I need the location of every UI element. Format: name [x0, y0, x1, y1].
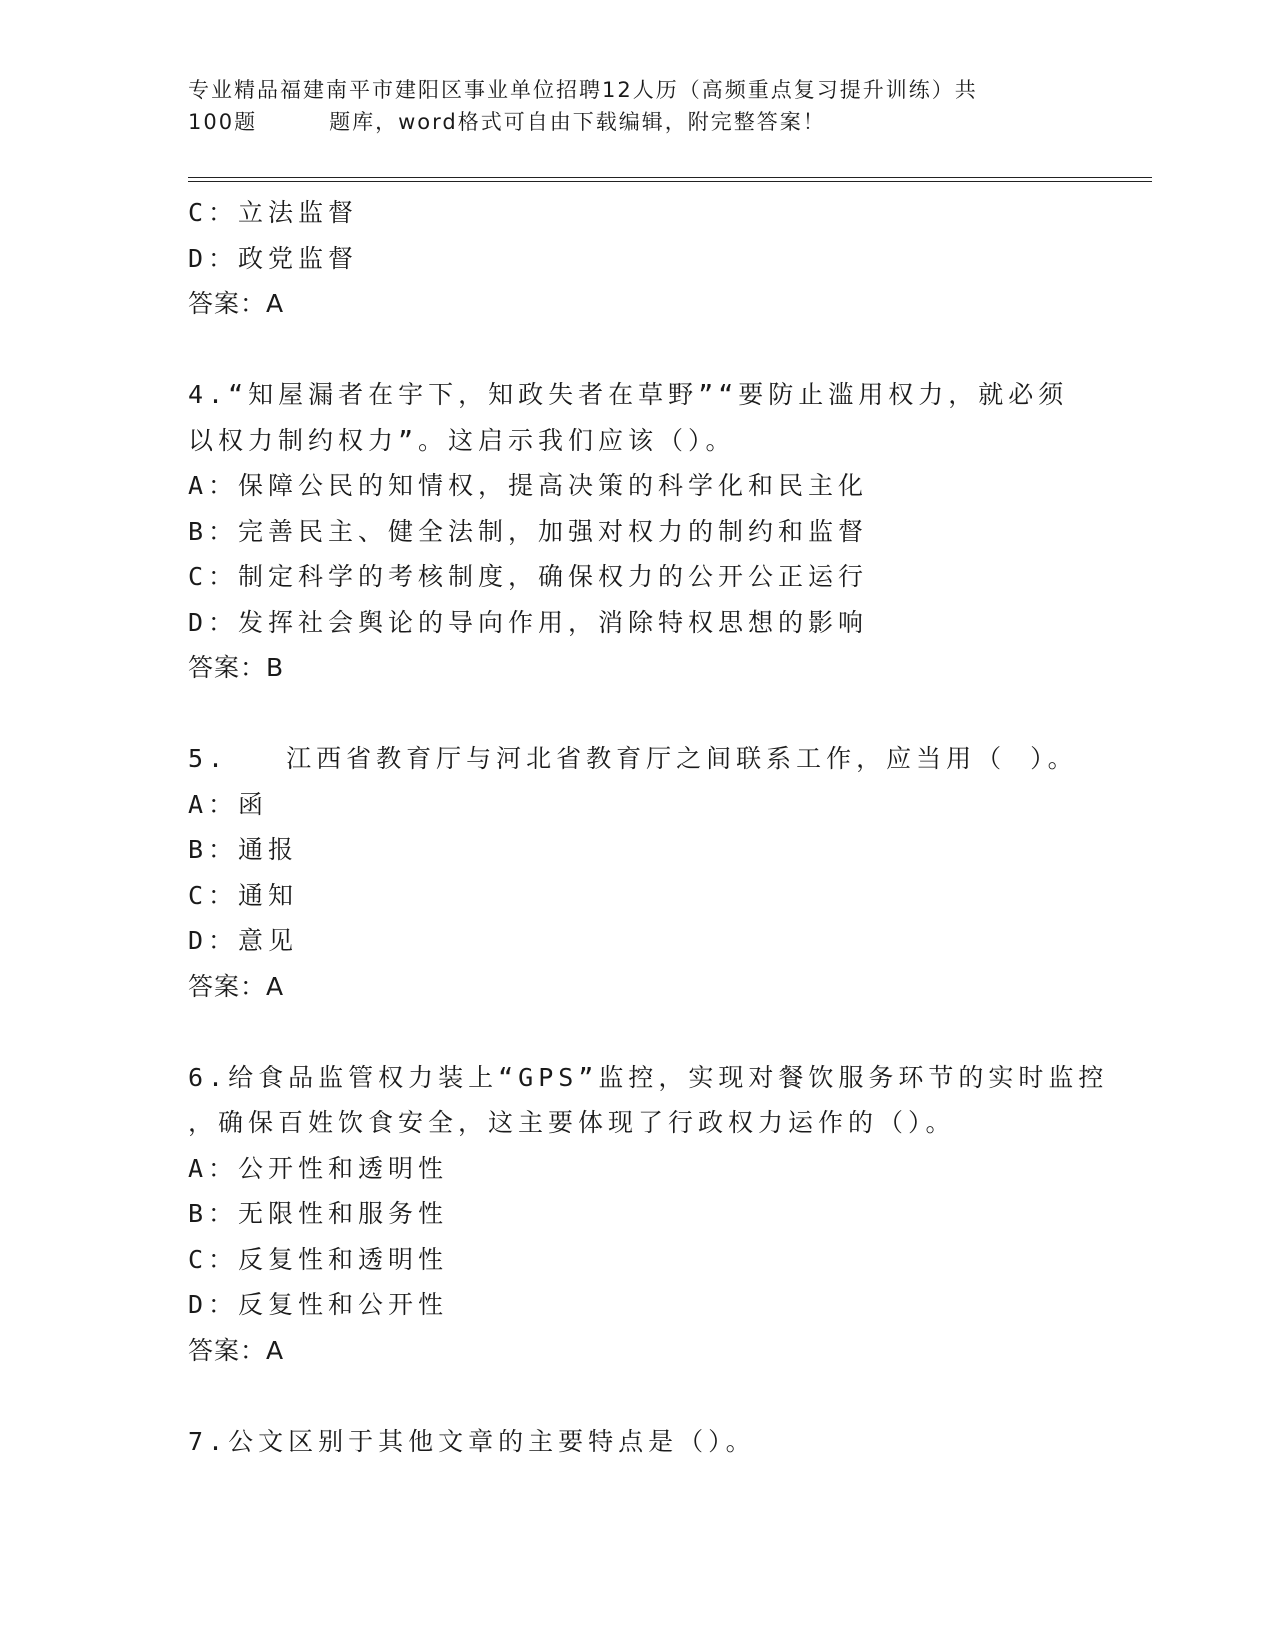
- option-d: D：发挥社会舆论的导向作用，消除特权思想的影响: [188, 607, 869, 637]
- header-title-line-2: [188, 106, 1088, 138]
- option-b: B：通报: [188, 835, 299, 864]
- option-b: B：无限性和服务性: [188, 1199, 449, 1228]
- option-a: A：公开性和透明性: [188, 1153, 449, 1183]
- question-text-line: ，确保百姓饮食安全，这主要体现了行政权力运作的（）。: [188, 1108, 956, 1137]
- answer: 答案：A: [188, 971, 285, 1001]
- question-end: ）。: [1030, 744, 1078, 773]
- option-c: C：反复性和透明性: [188, 1244, 449, 1274]
- answer: 答案：A: [188, 289, 285, 318]
- option-c: C：通知: [188, 880, 299, 910]
- option-d: D：政党监督: [188, 243, 359, 273]
- option-b: B：完善民主、健全法制，加强对权力的制约和监督: [188, 516, 869, 546]
- header-question-count: 100题: [188, 110, 258, 134]
- question-text-line: 6.给食品监管权力装上“GPS”监控，实现对餐饮服务环节的实时监控: [188, 1062, 1109, 1092]
- option-c: C：立法监督: [188, 198, 359, 227]
- header-divider-bottom: [188, 181, 1152, 182]
- option-c: C：制定科学的考核制度，确保权力的公开公正运行: [188, 562, 869, 591]
- question-list: [188, 190, 1148, 1464]
- question-3-continued: [188, 190, 1148, 327]
- question-6: [188, 1055, 1148, 1374]
- option-a: A：保障公民的知情权，提高决策的科学化和民主化: [188, 471, 869, 500]
- document-header: [188, 74, 1088, 138]
- question-text-line: 4.“知屋漏者在宇下，知政失者在草野”“要防止滥用权力，就必须: [188, 380, 1069, 409]
- question-number: 5.: [188, 744, 229, 773]
- question-4: [188, 372, 1148, 691]
- question-text-line: [188, 736, 1148, 782]
- answer: 答案：A: [188, 1335, 285, 1365]
- question-text: 江西省教育厅与河北省教育厅之间联系工作，应当用（: [286, 744, 1007, 773]
- question-text-line: 7.公文区别于其他文章的主要特点是（）。: [188, 1426, 756, 1456]
- question-7: [188, 1419, 1148, 1465]
- header-divider-top: [188, 177, 1152, 178]
- header-title-line-1: 专业精品福建南平市建阳区事业单位招聘12人历（高频重点复习提升训练）共: [188, 78, 978, 102]
- option-d: D：反复性和公开性: [188, 1290, 449, 1319]
- header-description: 题库，word格式可自由下载编辑，附完整答案！: [329, 110, 826, 134]
- question-text-line: 以权力制约权力”。这启示我们应该（）。: [188, 425, 736, 455]
- answer: 答案：B: [188, 653, 285, 682]
- option-d: D：意见: [188, 926, 299, 955]
- question-5: [188, 736, 1148, 1009]
- option-a: A：函: [188, 789, 269, 819]
